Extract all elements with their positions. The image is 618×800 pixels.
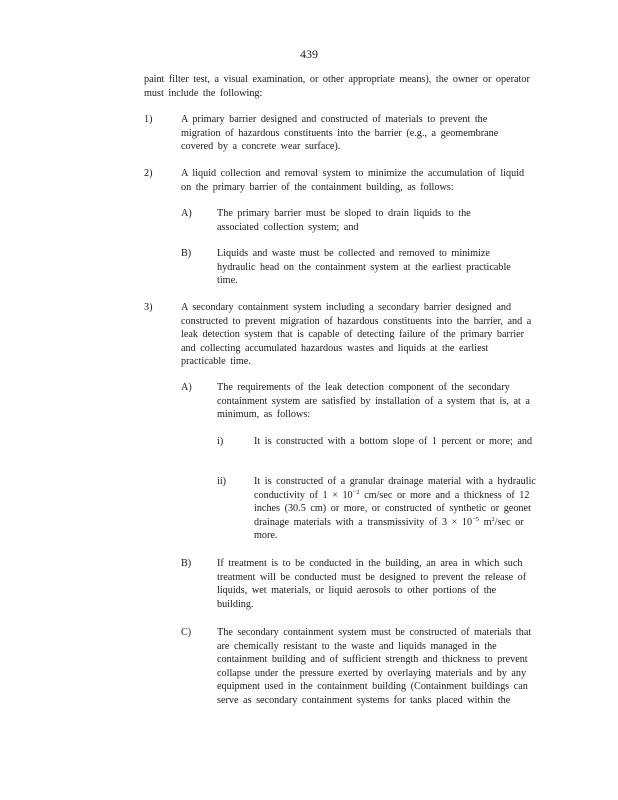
item-2b-text: Liquids and waste must be collected and removed to minimize hydraulic head on the containment system at the earliest practicable time. [217, 248, 511, 287]
item-3a-ii-text [254, 475, 538, 543]
item-3-label: 3) [144, 302, 153, 313]
item-3b-label: B) [181, 558, 192, 569]
item-1-label: 1) [144, 114, 153, 125]
exponent-b: −5 [472, 515, 480, 523]
item-3c-label: C) [181, 627, 192, 638]
exponent-a: −2 [352, 488, 360, 496]
item-1-text: A primary barrier designed and constructed of materials to prevent the migration of hazardous constituents into the barrier (e.g., a geomembrane covered by a concrete wear surface). [181, 114, 499, 153]
page-number: 439 [300, 47, 318, 61]
item-3b-text: If treatment is to be conducted in the building, an area in which such treatment will be conducted must be designed to prevent the release of liquids, wet materials, or liquid aerosols to other portions of the building. [217, 558, 527, 610]
item-3a-i-text: It is constructed with a bottom slope of 1 percent or more; and [254, 436, 533, 447]
item-3-text: A secondary containment system including a secondary barrier designed and constructed to prevent migration of hazardous constituents into the barrier, and a leak detection system that is capable of detecting failure of the primary barrier and collecting accumulated hazardous wastes and liquids at the earliest practicable time. [181, 302, 532, 368]
item-2b-label: B) [181, 248, 192, 259]
item-3a-text: The requirements of the leak detection component of the secondary containment system are satisfied by installation of a system that is, at a minimum, as follows: [217, 382, 530, 421]
item-2-text: A liquid collection and removal system to minimize the accumulation of liquid on the primary barrier of the containment building, as follows: [181, 168, 525, 193]
item-3a-label: A) [181, 382, 192, 393]
item-3a-i-label: i) [217, 436, 224, 447]
item-3c-text: The secondary containment system must be constructed of materials that are chemically resistant to the waste and liquids managed in the containment building and of sufficient strength and thickness to prevent collapse under the pressure exerted by overlaying materials and by any equipment used in the containment building (Containment buildings can serve as secondary containment systems for tanks placed within the [217, 627, 532, 706]
intro-paragraph: paint filter test, a visual examination, or other appropriate means), the owner or operator must include the following: [144, 74, 530, 99]
item-3a-ii-text-part-c: m [479, 516, 492, 528]
item-3a-ii-text-part-d: /sec or more. [254, 516, 524, 542]
item-2a-label: A) [181, 208, 192, 219]
item-3a-ii-text-part-b: cm/sec or more and a thickness of 12 inches (30.5 cm) or more, or constructed of synthetic or geonet drainage materials with a transmissivity of 3 × 10 [254, 489, 531, 528]
item-3a-ii-text-part-a: It is constructed of a granular drainage material with a hydraulic conductivity of 1 × 10 [254, 476, 536, 501]
item-2-label: 2) [144, 168, 153, 179]
item-2a-text: The primary barrier must be sloped to drain liquids to the associated collection system; and [217, 208, 471, 233]
item-3a-ii-label: ii) [217, 476, 227, 487]
exponent-c: 2 [491, 515, 495, 523]
